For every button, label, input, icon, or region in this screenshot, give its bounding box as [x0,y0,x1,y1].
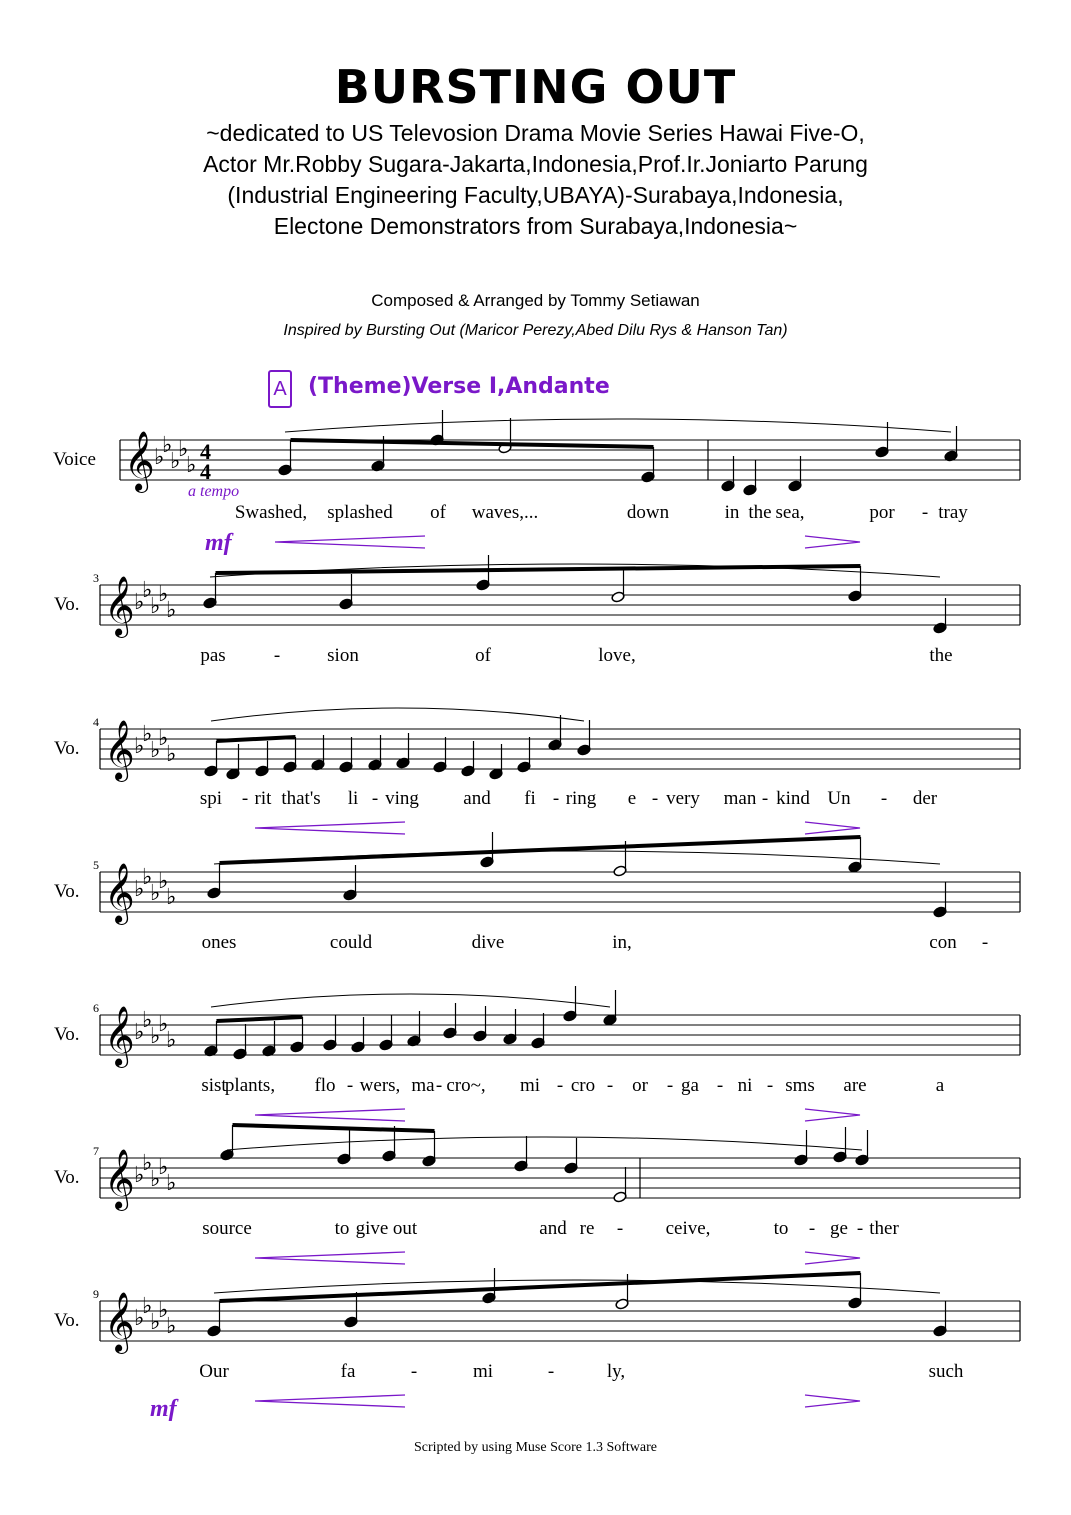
beam [217,1017,303,1021]
treble-clef: 𝄞 [104,863,135,923]
key-signature-flat: ♭ [158,1155,169,1180]
key-signature-flat: ♭ [142,578,153,603]
instrument-label: Voice [53,449,96,470]
beam [220,837,861,863]
lyric-syllable: dive [471,932,505,953]
lyric-syllable: sms [785,1075,815,1096]
composer-credit: Composed & Arranged by Tommy Setiawan [371,291,700,310]
lyric-syllable: and [463,788,491,809]
lyric-syllable: ga [681,1075,699,1096]
lyric-syllable: mi [472,1361,494,1382]
lyric-syllable: such [928,1361,964,1382]
lyric-syllable: plants, [224,1075,276,1096]
lyric-syllable: re [579,1218,595,1239]
beam [291,440,654,447]
lyric-syllable: - [552,788,560,809]
crescendo-hairpin [255,1109,405,1121]
lyric-syllable: to [773,1218,789,1239]
beam [233,1125,435,1131]
key-signature-flat: ♭ [134,877,145,902]
measure-number: 6 [93,1001,99,1015]
dynamic-marking: mf [205,530,232,556]
measure-number: 4 [93,715,99,729]
lyric-syllable: fi [524,788,536,809]
slur [285,419,951,432]
footer-note: Scripted by using Muse Score 1.3 Software [413,1440,658,1455]
lyric-syllable: - [371,788,379,809]
lyric-syllable: cro [570,1075,596,1096]
key-signature-flat: ♭ [150,1310,161,1335]
lyric-syllable: - [761,788,769,809]
crescendo-hairpin [255,822,405,834]
lyric-syllable: a [935,1075,945,1096]
lyric-syllable: very [666,788,700,809]
lyric-syllable: Swashed, [234,502,308,523]
treble-clef: 𝄞 [124,431,155,491]
lyric-syllable: source [202,1218,252,1239]
tempo-marking: a tempo [188,483,240,500]
treble-clef: 𝄞 [104,1006,135,1066]
lyric-syllable: in [724,502,740,523]
lyric-syllable: - [241,788,249,809]
lyric-syllable: of [430,502,446,523]
lyric-syllable: - [616,1218,624,1239]
key-signature-flat: ♭ [166,1171,177,1196]
key-signature-flat: ♭ [154,445,165,470]
key-signature-flat: ♭ [142,1294,153,1319]
lyric-syllable: ther [869,1218,899,1239]
lyric-syllable: wers, [359,1075,401,1096]
key-signature-flat: ♭ [150,1167,161,1192]
lyric-syllable: give [355,1218,389,1239]
lyric-syllable: ring [565,788,597,809]
lyric-syllable: sist [201,1075,227,1096]
time-signature-top: 4 [200,439,211,464]
lyric-syllable: - [273,645,281,666]
dedication-line-3: (Industrial Engineering Faculty,UBAYA)-Surabaya,Indonesia, [227,182,844,208]
lyric-syllable: - [410,1361,418,1382]
lyric-syllable: - [651,788,659,809]
lyric-syllable: ma [411,1075,435,1096]
crescendo-hairpin [255,1252,405,1264]
key-signature-flat: ♭ [186,453,197,478]
rehearsal-mark: A [268,370,292,408]
lyric-syllable: that's [281,788,321,809]
section-title: (Theme)Verse I,Andante [308,374,610,399]
lyric-syllable: down [626,502,670,523]
lyric-syllable: - [435,1075,443,1096]
key-signature-flat: ♭ [150,594,161,619]
decrescendo-hairpin [805,1109,860,1121]
key-signature-flat: ♭ [158,726,169,751]
lyric-syllable: could [329,932,373,953]
lyric-syllable: mi [519,1075,541,1096]
lyric-syllable: ving [385,788,419,809]
key-signature-flat: ♭ [134,590,145,615]
lyric-syllable: Un [827,788,851,809]
time-signature-bottom: 4 [200,459,211,484]
dedication-line-1: ~dedicated to US Televosion Drama Movie Series Hawai Five-O, [206,120,865,146]
key-signature-flat: ♭ [158,582,169,607]
key-signature-flat: ♭ [134,1306,145,1331]
lyric-syllable: - [346,1075,354,1096]
treble-clef: 𝄞 [104,576,135,636]
lyric-syllable: li [347,788,359,809]
measure-number: 7 [93,1144,99,1158]
lyric-syllable: are [843,1075,867,1096]
key-signature-flat: ♭ [158,869,169,894]
key-signature-flat: ♭ [134,734,145,759]
lyric-syllable: - [981,932,989,953]
key-signature-flat: ♭ [142,1008,153,1033]
lyric-syllable: e [627,788,637,809]
instrument-label: Vo. [54,738,80,759]
lyric-syllable: kind [776,788,810,809]
key-signature-flat: ♭ [158,1012,169,1037]
crescendo-hairpin [255,1395,405,1407]
lyric-syllable: out [392,1218,418,1239]
dynamic-marking: mf [150,1396,177,1422]
lyric-syllable: ge [830,1218,848,1239]
lyric-syllable: Our [199,1361,229,1382]
treble-clef: 𝄞 [104,720,135,780]
lyric-syllable: por [869,502,895,523]
decrescendo-hairpin [805,1395,860,1407]
lyric-syllable: in, [612,932,632,953]
key-signature-flat: ♭ [142,1151,153,1176]
lyric-syllable: con [929,932,957,953]
lyric-syllable: - [766,1075,774,1096]
lyric-syllable: der [912,788,938,809]
beam [217,737,296,741]
treble-clef: 𝄞 [104,1292,135,1352]
lyric-syllable: man [723,788,757,809]
slur [211,708,584,721]
lyric-syllable: the [929,645,953,666]
lyric-syllable: or [632,1075,648,1096]
lyric-syllable: - [547,1361,555,1382]
inspiration-credit: Inspired by Bursting Out (Maricor Perezy,Abed Dilu Rys & Hanson Tan) [283,322,788,339]
instrument-label: Vo. [54,594,80,615]
slur [227,1137,862,1150]
lyric-syllable: and [539,1218,567,1239]
key-signature-flat: ♭ [134,1020,145,1045]
lyric-syllable: to [334,1218,350,1239]
key-signature-flat: ♭ [142,865,153,890]
key-signature-flat: ♭ [166,742,177,767]
slur [214,851,940,864]
instrument-label: Vo. [54,1310,80,1331]
lyric-syllable: cro~, [446,1075,486,1096]
treble-clef: 𝄞 [104,1149,135,1209]
measure-number: 9 [93,1287,99,1301]
lyric-syllable: - [666,1075,674,1096]
lyric-syllable: the [748,502,772,523]
key-signature-flat: ♭ [166,1028,177,1053]
lyric-syllable: waves,... [471,502,539,523]
dedication-line-2: Actor Mr.Robby Sugara-Jakarta,Indonesia,Prof.Ir.Joniarto Parung [203,151,868,177]
lyric-syllable: rit [254,788,272,809]
lyric-syllable: - [856,1218,864,1239]
decrescendo-hairpin [805,536,860,548]
score-title: BURSTING OUT [334,60,737,114]
decrescendo-hairpin [805,822,860,834]
lyric-syllable: spi [199,788,223,809]
lyric-syllable: - [921,502,929,523]
lyric-syllable: sion [327,645,359,666]
lyric-syllable: ly, [606,1361,626,1382]
lyric-syllable: tray [938,502,968,523]
key-signature-flat: ♭ [166,885,177,910]
lyric-syllable: - [606,1075,614,1096]
key-signature-flat: ♭ [134,1163,145,1188]
key-signature-flat: ♭ [166,1314,177,1339]
key-signature-flat: ♭ [150,881,161,906]
lyric-syllable: ceive, [665,1218,711,1239]
decrescendo-hairpin [805,1252,860,1264]
lyric-syllable: of [475,645,491,666]
dedication-line-4: Electone Demonstrators from Surabaya,Indonesia~ [273,213,798,239]
key-signature-flat: ♭ [142,722,153,747]
key-signature-flat: ♭ [158,1298,169,1323]
lyric-syllable: sea, [775,502,805,523]
lyric-syllable: - [556,1075,564,1096]
key-signature-flat: ♭ [150,738,161,763]
key-signature-flat: ♭ [178,437,189,462]
lyric-syllable: ni [737,1075,753,1096]
lyric-syllable: pas [200,645,226,666]
slur [211,994,610,1007]
instrument-label: Vo. [54,881,80,902]
measure-number: 3 [93,571,99,585]
lyric-syllable: love, [598,645,636,666]
lyric-syllable: - [808,1218,816,1239]
crescendo-hairpin [275,536,425,548]
lyric-syllable: flo [314,1075,336,1096]
instrument-label: Vo. [54,1024,80,1045]
lyric-syllable: - [716,1075,724,1096]
measure-number: 5 [93,858,99,872]
key-signature-flat: ♭ [170,449,181,474]
key-signature-flat: ♭ [150,1024,161,1049]
lyric-syllable: - [880,788,888,809]
key-signature-flat: ♭ [162,433,173,458]
key-signature-flat: ♭ [166,598,177,623]
lyric-syllable: ones [201,932,237,953]
instrument-label: Vo. [54,1167,80,1188]
lyric-syllable: splashed [327,502,393,523]
lyric-syllable: fa [340,1361,356,1382]
